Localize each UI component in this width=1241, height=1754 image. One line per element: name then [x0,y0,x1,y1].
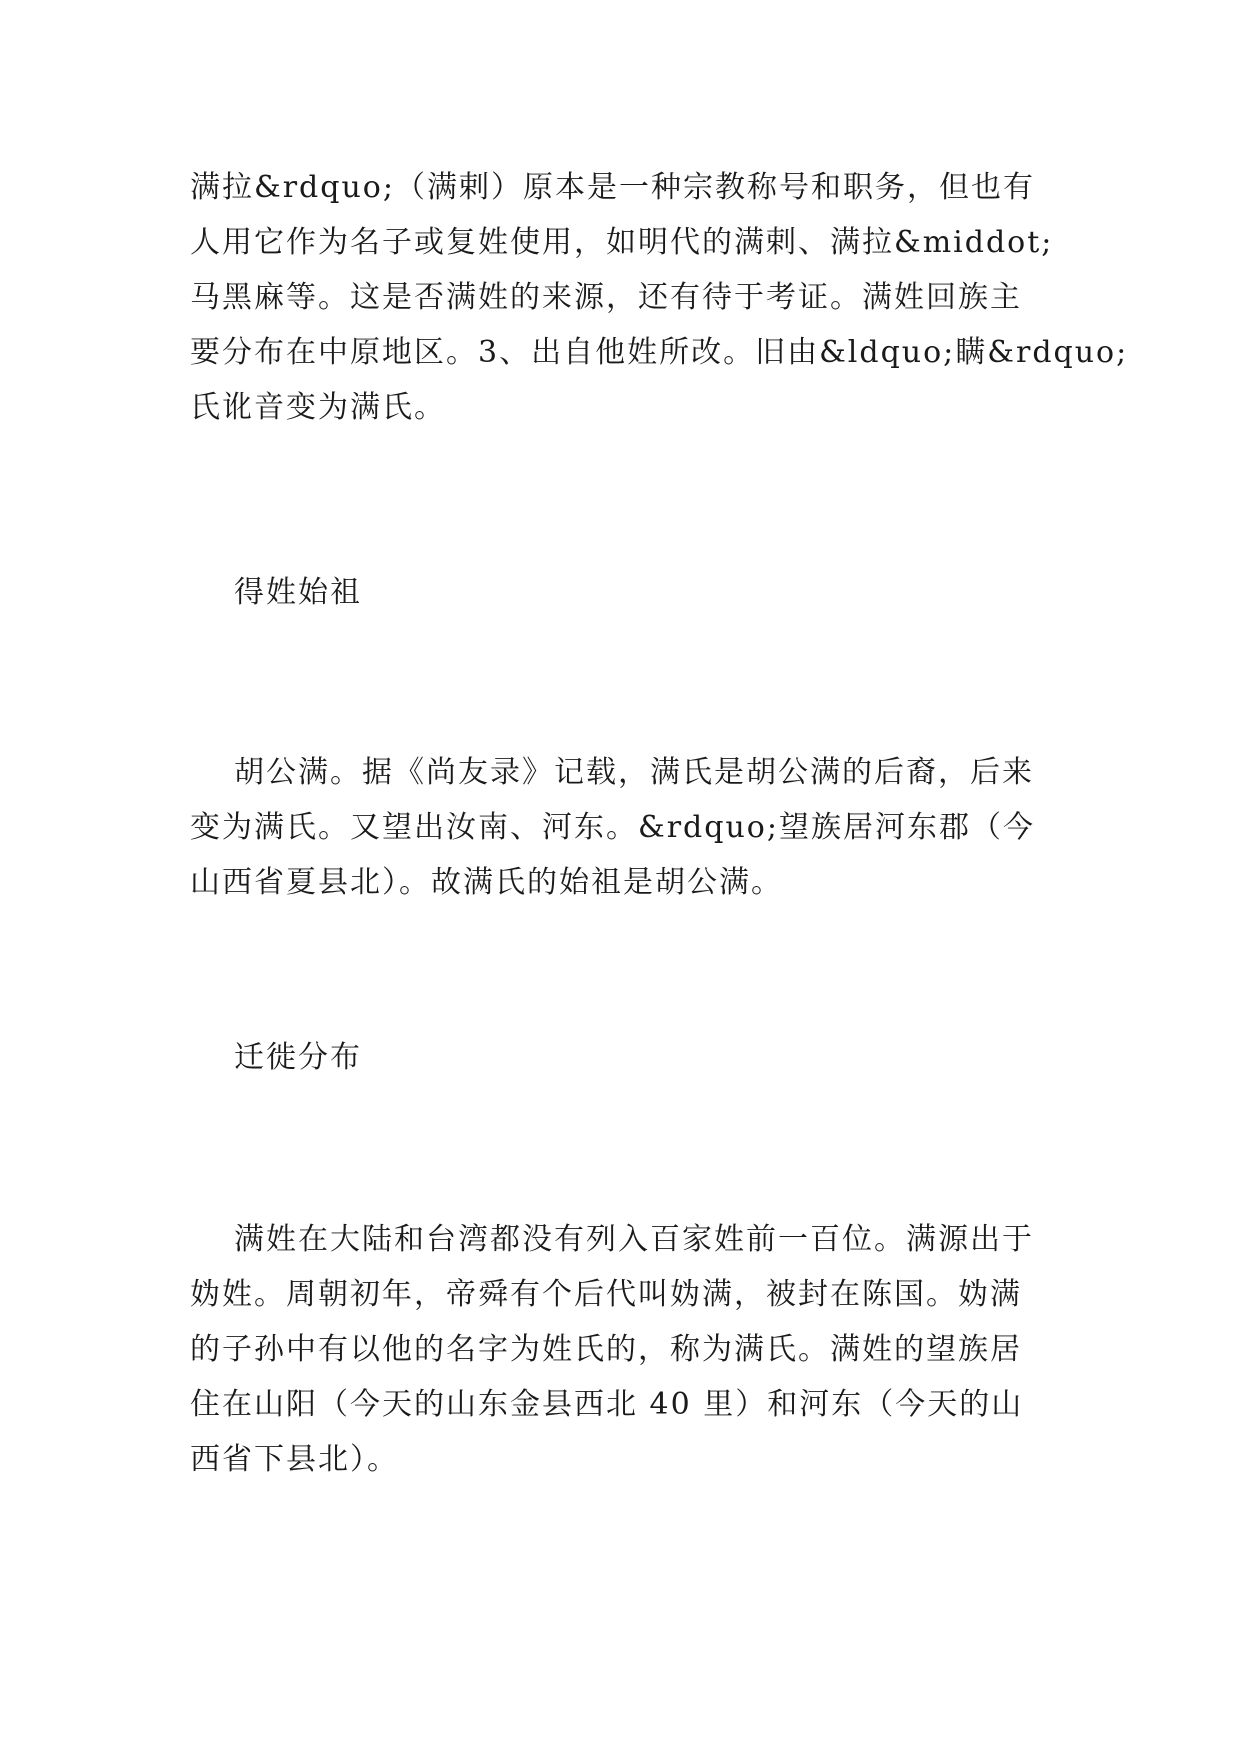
paragraph-3-line-5: 西省下县北）。 [190,1442,399,1477]
paragraph-2-line-2: 变为满氏。又望出汝南、河东。&rdquo;望族居河东郡（今 [190,810,1035,845]
section-heading-migration: 迁徙分布 [234,1040,362,1075]
paragraph-3-line-3: 的子孙中有以他的名字为姓氏的，称为满氏。满姓的望族居 [190,1332,1022,1367]
paragraph-1-line-5: 氏讹音变为满氏。 [190,390,446,425]
paragraph-3-line-1: 满姓在大陆和台湾都没有列入百家姓前一百位。满源出于 [234,1222,1034,1257]
section-heading-founder: 得姓始祖 [234,575,362,610]
paragraph-1-line-2: 人用它作为名子或复姓使用，如明代的满剌、满拉&middot; [190,225,1054,260]
paragraph-2-line-3: 山西省夏县北）。故满氏的始祖是胡公满。 [190,865,783,900]
paragraph-2-line-1: 胡公满。据《尚友录》记载，满氏是胡公满的后裔，后来 [234,755,1034,790]
paragraph-3-line-2: 妫姓。周朝初年，帝舜有个后代叫妫满，被封在陈国。妫满 [190,1277,1022,1312]
paragraph-1-line-3: 马黑麻等。这是否满姓的来源，还有待于考证。满姓回族主 [190,280,1022,315]
paragraph-1-line-4: 要分布在中原地区。3、出自他姓所改。旧由&ldquo;瞒&rdquo; [190,335,1129,370]
paragraph-1-line-1: 满拉&rdquo;（满剌）原本是一种宗教称号和职务，但也有 [190,170,1035,205]
paragraph-3-line-4: 住在山阳（今天的山东金县西北 40 里）和河东（今天的山 [190,1387,1024,1422]
